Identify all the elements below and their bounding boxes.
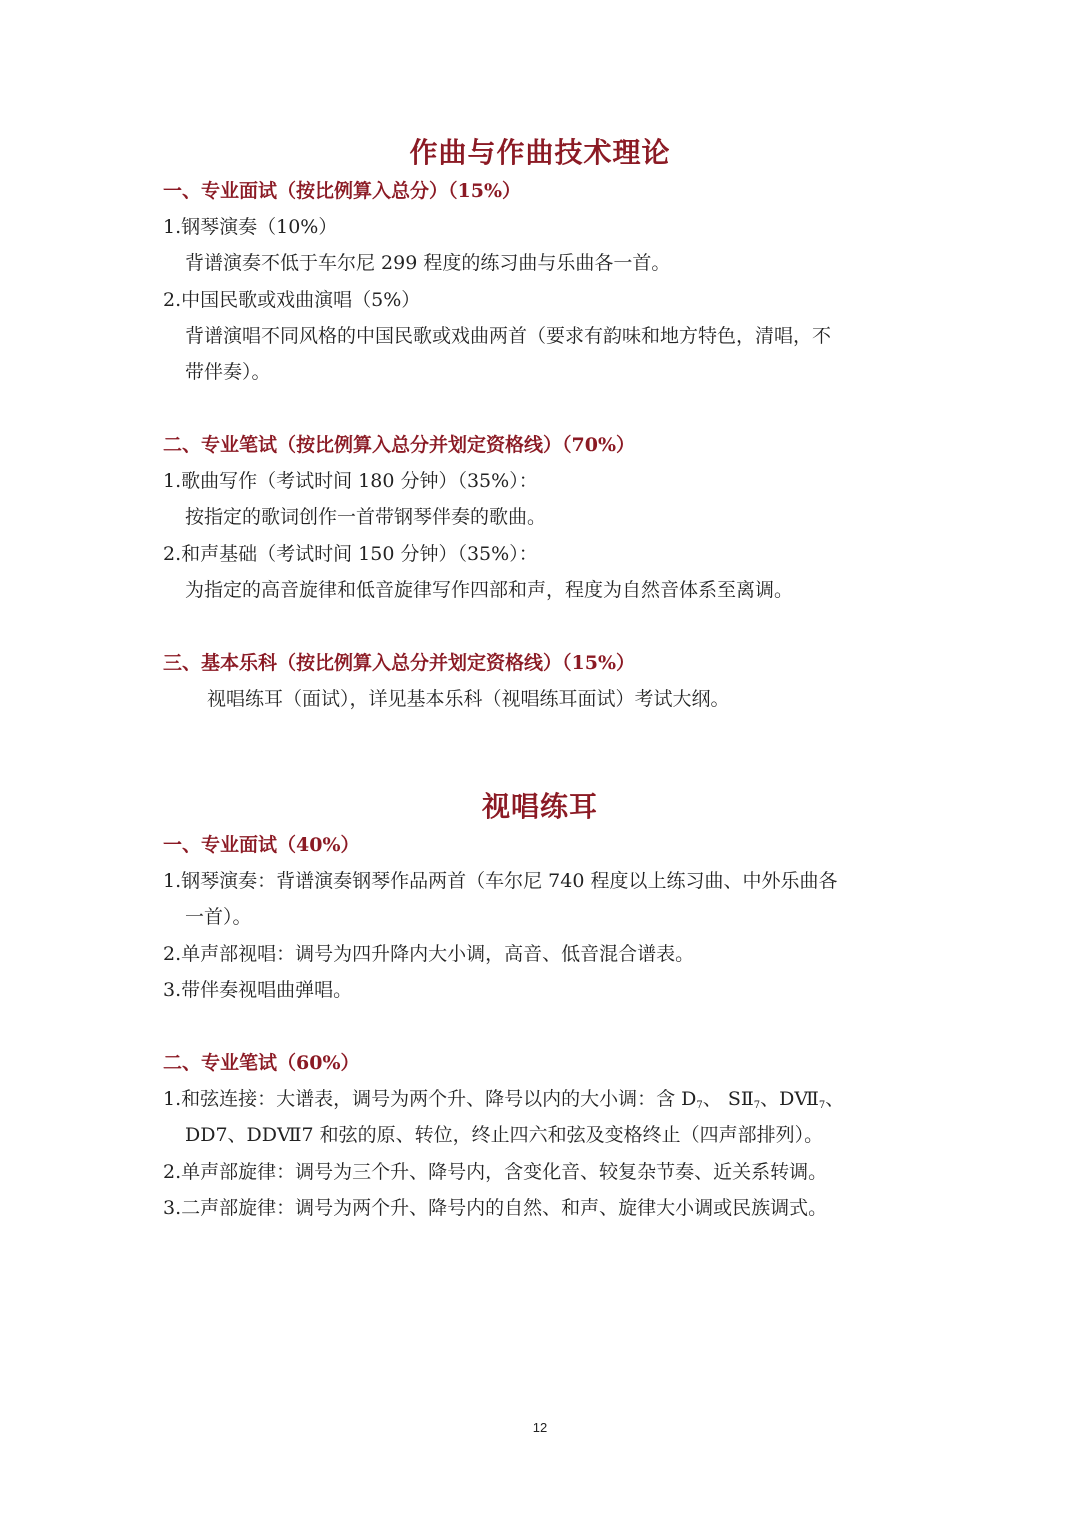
item-harmony-desc: 为指定的高音旋律和低音旋律写作四部和声，程度为自然音体系至离调。 <box>185 579 794 601</box>
chord-sub-3: 7 <box>818 1100 826 1111</box>
item-piano: 1.钢琴演奏（10%） <box>163 216 338 238</box>
item-folk-song-desc-2: 带伴奏）。 <box>185 361 271 383</box>
chord-sub-1: 7 <box>696 1100 703 1111</box>
chord-text-a: 1.和弦连接：大谱表，调号为两个升、降号以内的大小调：含 D <box>163 1088 697 1110</box>
item-folk-song-desc-1: 背谱演唱不同风格的中国民歌或戏曲两首（要求有韵味和地方特色，清唱，不 <box>185 325 832 347</box>
item-song-writing: 1.歌曲写作（考试时间 180 分钟）（35%）： <box>163 470 538 492</box>
heading-interview: 一、专业面试（按比例算入总分）（15%） <box>163 180 521 202</box>
item-song-writing-desc: 按指定的歌词创作一首带钢琴伴奏的歌曲。 <box>185 506 547 528</box>
item-folk-song: 2.中国民歌或戏曲演唱（5%） <box>163 289 421 311</box>
item-chord-connection-1 <box>163 1084 844 1111</box>
heading-solfeggio-interview: 一、专业面试（40%） <box>163 834 360 856</box>
item-single-voice-melody: 2.单声部旋律：调号为三个升、降号内，含变化音、较复杂节奏、近关系转调。 <box>163 1161 828 1183</box>
item-piano-desc: 背谱演奏不低于车尔尼 299 程度的练习曲与乐曲各一首。 <box>185 252 671 274</box>
chord-text-b: 、 SⅡ <box>702 1088 754 1110</box>
chord-sub-2: 7 <box>753 1100 761 1111</box>
heading-basic-music: 三、基本乐科（按比例算入总分并划定资格线）（15%） <box>163 652 635 674</box>
item-single-voice-sight-singing: 2.单声部视唱：调号为四升降内大小调，高音、低音混合谱表。 <box>163 943 695 965</box>
chord-text-d: 、 <box>825 1088 845 1110</box>
chord-text-c: 、DⅦ <box>760 1088 819 1110</box>
item-chord-connection-2: DD7、DDⅦ7 和弦的原、转位，终止四六和弦及变格终止（四声部排列）。 <box>185 1124 824 1146</box>
item-harmony: 2.和声基础（考试时间 150 分钟）（35%）： <box>163 543 538 565</box>
section-title-solfeggio: 视唱练耳 <box>481 790 598 823</box>
section-title-composition: 作曲与作曲技术理论 <box>409 136 671 169</box>
item-piano-performance-1: 1.钢琴演奏：背谱演奏钢琴作品两首（车尔尼 740 程度以上练习曲、中外乐曲各 <box>163 870 838 892</box>
item-piano-performance-2: 一首）。 <box>185 906 252 928</box>
item-accompanied-singing: 3.带伴奏视唱曲弹唱。 <box>163 979 353 1001</box>
heading-solfeggio-written: 二、专业笔试（60%） <box>163 1052 360 1074</box>
page-number: 12 <box>532 1420 548 1435</box>
basic-music-desc: 视唱练耳（面试），详见基本乐科（视唱练耳面试）考试大纲。 <box>207 688 730 710</box>
item-two-voice-melody: 3.二声部旋律：调号为两个升、降号内的自然、和声、旋律大小调或民族调式。 <box>163 1197 828 1219</box>
heading-written: 二、专业笔试（按比例算入总分并划定资格线）（70%） <box>163 434 635 456</box>
